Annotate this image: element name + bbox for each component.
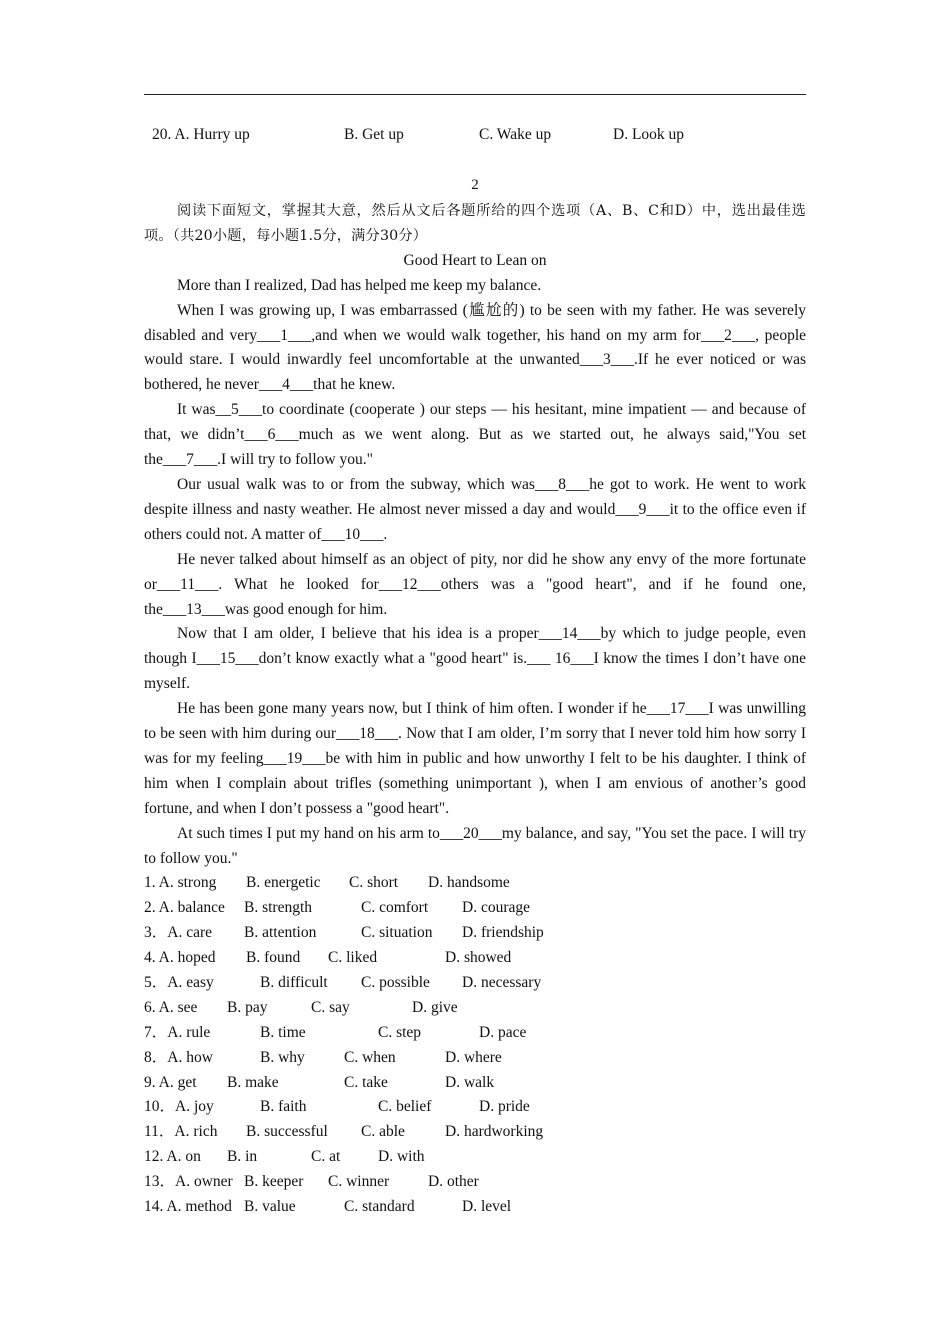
choice-a: 10．A. joy <box>144 1098 214 1116</box>
choice-a: 1. A. strong <box>144 874 217 892</box>
choice-c: C. at <box>311 1148 341 1166</box>
choice-b: B. attention <box>244 924 317 942</box>
choice-a: 6. A. see <box>144 998 198 1016</box>
choice-c: C. short <box>349 874 399 892</box>
choice-b: B. pay <box>227 998 268 1016</box>
choice-b: B. in <box>227 1148 258 1166</box>
choice-a: 8．A. how <box>144 1048 213 1066</box>
header-rule <box>144 94 806 95</box>
choice-c: C. liked <box>328 949 378 967</box>
question-row <box>144 896 806 921</box>
paragraph: Now that I am older, I believe that his idea is a proper___14___by which to judge people, even though I___15___don’t know exactly what a "good heart" is.___ 16___I know the times I don’t have one myself. <box>144 625 806 693</box>
choice-b: B. keeper <box>244 1173 304 1191</box>
choice-d: D. where <box>445 1048 502 1066</box>
choice-a: 13．A. owner <box>144 1173 233 1191</box>
choice-b: B. make <box>227 1073 279 1091</box>
choice-b: B. energetic <box>246 874 321 892</box>
choice-a: 3．A. care <box>144 924 212 942</box>
choice-d: D. handsome <box>428 874 510 892</box>
paragraph: At such times I put my hand on his arm to___20___my balance, and say, "You set the pace. I will try to follow you." <box>144 824 806 867</box>
choice-c: C. when <box>344 1048 396 1066</box>
choice-c: C. possible <box>361 974 430 992</box>
choice-d: D. friendship <box>462 924 544 942</box>
choice-a: 11．A. rich <box>144 1123 218 1141</box>
choice-a: 12. A. on <box>144 1148 201 1166</box>
paragraph: Our usual walk was to or from the subway, which was___8___he got to work. He went to work despite illness and nasty weather. He almost never missed a day and would___9___it to the office even if others could not. A matter of___10___. <box>144 475 806 543</box>
choice-d: D. necessary <box>462 974 542 992</box>
choice-b: B. why <box>260 1048 305 1066</box>
question-list <box>144 871 806 1219</box>
option-b: B. Get up <box>344 126 404 143</box>
choice-a: 5．A. easy <box>144 974 214 992</box>
paragraph: It was__5___to coordinate (cooperate ) our steps — his hesitant, mine impatient — and because of that, we didn’t___6___much as we went along. But as we started out, he always said,"You set the___7___.I will try to follow you." <box>144 401 806 469</box>
choice-d: D. give <box>412 998 458 1016</box>
choice-d: D. walk <box>445 1073 495 1091</box>
question-row <box>144 1046 806 1071</box>
choice-a: 2. A. balance <box>144 899 225 917</box>
choice-c: C. comfort <box>361 899 429 917</box>
question-row <box>144 1095 806 1120</box>
choice-b: B. strength <box>244 899 313 917</box>
paragraph: When I was growing up, I was embarrassed (尴尬的) to be seen with my father. He was severely disabled and very___1___,and when we would walk together, his hand on my arm for___2___, people would stare. I would inwardly feel uncomfortable at the unwanted___3___.If he ever noticed or was bothered, he never___4___that he knew. <box>144 301 806 394</box>
choice-d: D. hardworking <box>445 1123 544 1141</box>
choice-b: B. successful <box>246 1123 328 1141</box>
choice-d: D. with <box>378 1148 425 1166</box>
choice-c: C. take <box>344 1073 388 1091</box>
choice-b: B. found <box>246 949 301 967</box>
question-row <box>144 871 806 896</box>
choice-a: 4. A. hoped <box>144 949 216 967</box>
section-number: 2 <box>471 177 479 193</box>
choice-b: B. time <box>260 1023 306 1041</box>
choice-c: C. able <box>361 1123 405 1141</box>
option-d: D. Look up <box>613 126 685 143</box>
question-row <box>144 996 806 1021</box>
question-row <box>144 971 806 996</box>
choice-d: D. pace <box>479 1023 527 1041</box>
passage-title: Good Heart to Lean on <box>403 251 547 269</box>
choice-d: D. courage <box>462 899 530 917</box>
question-row <box>144 1195 806 1220</box>
question-row <box>144 1120 806 1145</box>
question-row <box>144 946 806 971</box>
question-row <box>144 1021 806 1046</box>
question-row <box>144 1170 806 1195</box>
option-c: C. Wake up <box>479 126 552 143</box>
choice-c: C. step <box>378 1023 422 1041</box>
paragraph: He has been gone many years now, but I think of him often. I wonder if he___17___I was unwilling to be seen with him during our___18___. Now that I am older, I’m sorry that I never told him how sorry I was for my feeling___19___be with him in public and how unworthy I felt to be his daughter. I think of him when I complain about trifles (something unimportant ), when I am envious of another’s good fortune, and when I don’t possess a "good heart". <box>144 700 806 817</box>
question-row <box>144 1145 806 1170</box>
choice-c: C. standard <box>344 1198 415 1216</box>
choice-d: D. other <box>428 1173 479 1191</box>
question-row <box>144 1071 806 1096</box>
reading-passage <box>144 199 806 1220</box>
choice-c: C. belief <box>378 1098 432 1116</box>
choice-b: B. value <box>244 1198 296 1216</box>
choice-d: D. level <box>462 1198 512 1216</box>
paragraph: He never talked about himself as an object of pity, nor did he show any envy of the more fortunate or___11___. What he looked for___12___others was a "good heart", and if he found one, the___13___was good enough for him. <box>144 550 806 618</box>
choice-a: 9. A. get <box>144 1073 197 1091</box>
choice-b: B. faith <box>260 1098 307 1116</box>
choice-c: C. winner <box>328 1173 390 1191</box>
option-a: 20. A. Hurry up <box>152 126 250 143</box>
choice-a: 7．A. rule <box>144 1023 211 1041</box>
choice-b: B. difficult <box>260 974 328 992</box>
choice-d: D. showed <box>445 949 512 967</box>
instructions: 阅读下面短文，掌握其大意，然后从文后各题所给的四个选项（A、B、C和D）中，选出最佳选项。（共20小题，每小题1.5分，满分30分） <box>144 203 806 244</box>
question-row <box>144 921 806 946</box>
choice-d: D. pride <box>479 1098 530 1116</box>
question-20-options <box>152 126 792 150</box>
choice-a: 14. A. method <box>144 1198 232 1216</box>
choice-c: C. say <box>311 998 350 1016</box>
paragraph: More than I realized, Dad has helped me keep my balance. <box>177 276 542 294</box>
choice-c: C. situation <box>361 924 433 942</box>
